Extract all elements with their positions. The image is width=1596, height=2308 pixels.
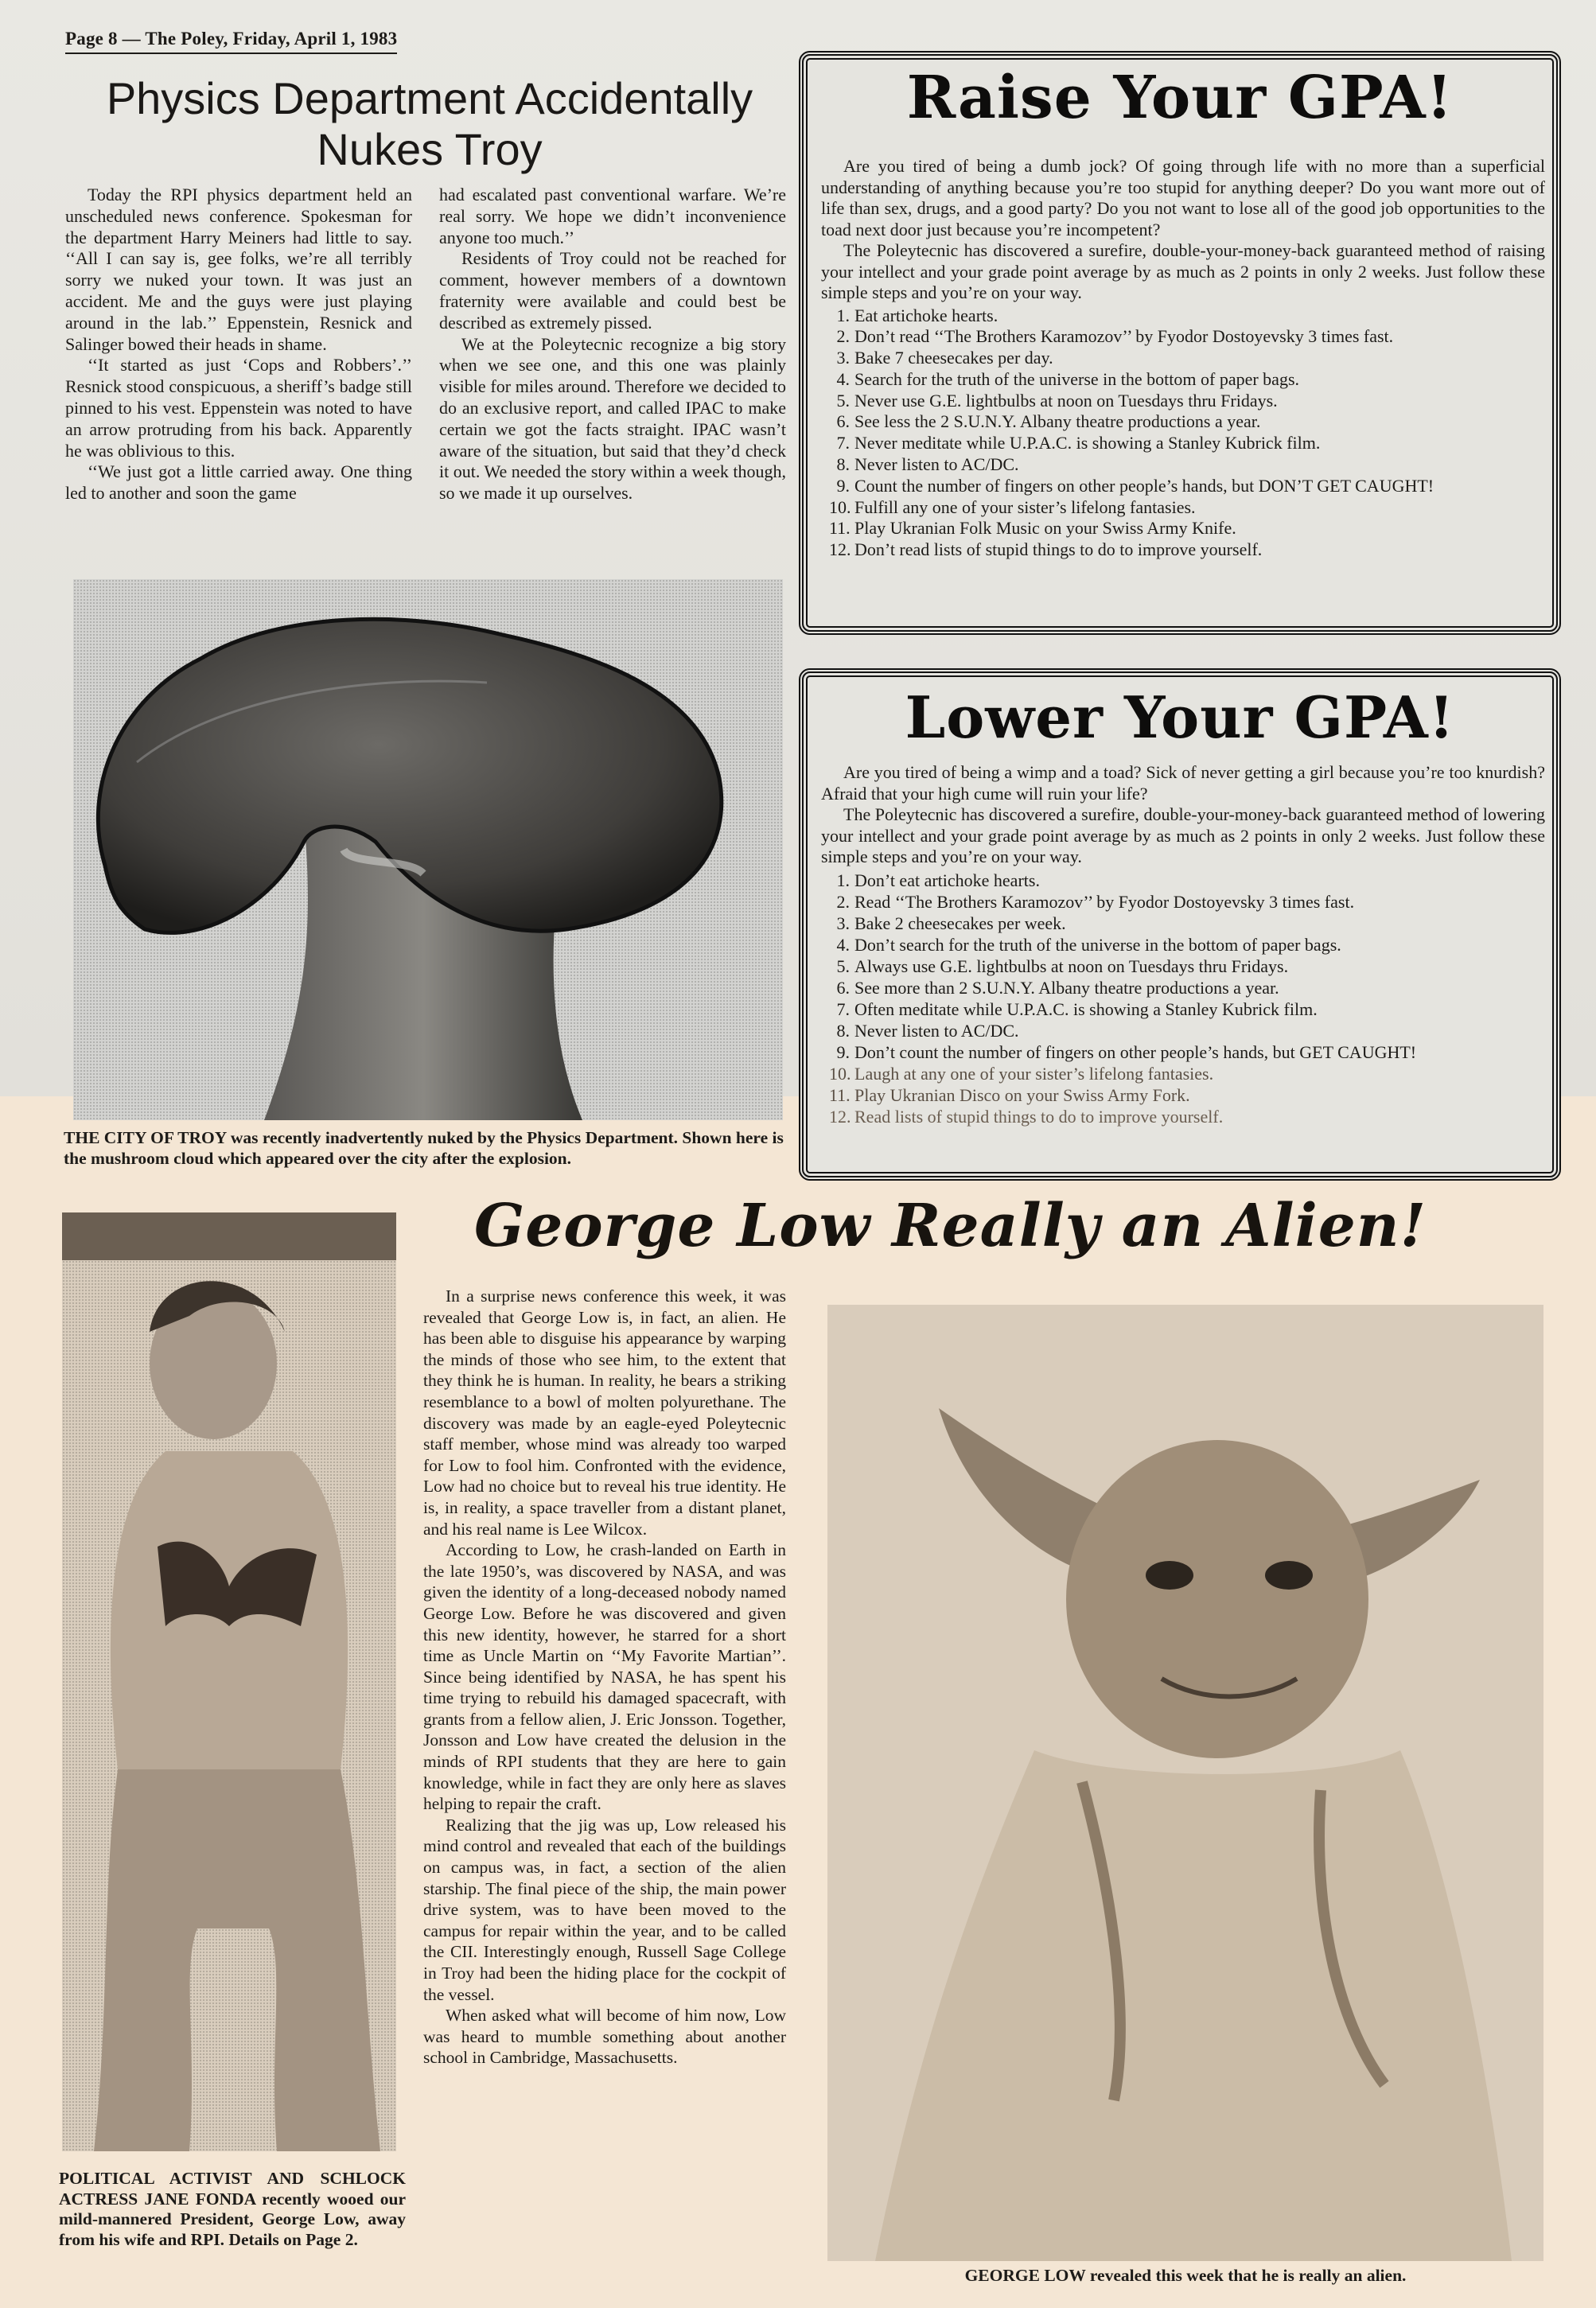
raise-gpa-para: Are you tired of being a dumb jock? Of going through life with no more than a superficial understanding of anything because you’re too stupid for anything deeper? Do you want more out of life than sex, drugs, and a good party? Do you not want to lose all of the good job opportunities to the toad next door just because you’re incompetent? bbox=[821, 156, 1545, 239]
list-item: 10. Laugh at any one of your sister’s lifelong fantasies. bbox=[829, 1063, 1214, 1084]
nuke-paragraph: had escalated past conventional warfare. We’re real sorry. We hope we didn’t inconvenience anyone too much.’’ bbox=[439, 185, 786, 247]
list-item: 11. Play Ukranian Folk Music on your Swiss Army Knife. bbox=[829, 518, 1236, 539]
nuke-caption: THE CITY OF TROY was recently inadvertently nuked by the Physics Department. Shown here is the mushroom cloud which appeared over the city after the explosion. bbox=[64, 1128, 784, 1168]
list-item: 3. Bake 2 cheesecakes per week. bbox=[836, 913, 1066, 933]
list-item: 4. Don’t search for the truth of the universe in the bottom of paper bags. bbox=[836, 934, 1341, 955]
nuke-column-2 bbox=[439, 185, 786, 504]
list-item: 8. Never listen to AC/DC. bbox=[836, 454, 1019, 475]
alien-paragraph: In a surprise news conference this week, it was revealed that George Low is, in fact, an alien. He has been able to disguise his appearance by warping the minds of those who see him, to the extent that they think he is human. In reality, he bears a striking resemblance to a bowl of molten polyurethane. The discovery was made by an eagle-eyed Poleytecnic staff member, whose mind was already too warped for Low to fool him. Confronted with the evidence, Low had no choice but to reveal his true identity. He is, in reality, a space traveller from a distant planet, and his real name is Lee Wilcox. bbox=[423, 1286, 786, 1539]
lower-gpa-para: Are you tired of being a wimp and a toad? Sick of never getting a girl because you’re too knurdish? Afraid that your high cume will ruin your life? bbox=[821, 762, 1545, 804]
list-item: 12. Don’t read lists of stupid things to do to improve yourself. bbox=[829, 539, 1263, 560]
lower-gpa-text bbox=[821, 762, 1545, 868]
fonda-caption: POLITICAL ACTIVIST AND SCHLOCK ACTRESS JANE FONDA recently wooed our mild-mannered President, George Low, away from his wife and RPI. Details on Page 2. bbox=[59, 2169, 406, 2249]
jane-fonda-image bbox=[62, 1212, 396, 2151]
list-item: 12. Read lists of stupid things to do to improve yourself. bbox=[829, 1106, 1224, 1127]
alien-paragraph: According to Low, he crash-landed on Earth in the late 1950’s, was discovered by NASA, and was given the identity of a long-deceased nobody named George Low. Before he was discovered and given this new identity, however, he starred for a short time as Uncle Martin on ‘‘My Favorite Martian’’. Since being identified by NASA, he has spent his time trying to rebuild his damaged spacecraft, with grants from a fellow alien, J. Eric Jonsson. Together, Jonsson and Low have created the delusion in the minds of RPI students that they are here to gain knowledge, while in fact they are only here as slaves helping to repair the craft. bbox=[423, 1540, 786, 1814]
lower-gpa-title: Lower Your GPA! bbox=[905, 683, 1455, 751]
nuke-paragraph: Residents of Troy could not be reached for comment, however members of a downtown fraternity were available and could best be described as extremely pissed. bbox=[439, 248, 786, 333]
list-item: 5. Never use G.E. lightbulbs at noon on Tuesdays thru Fridays. bbox=[836, 390, 1278, 411]
list-item: 2. Don’t read ‘‘The Brothers Karamozov’’ by Fyodor Dostoyevsky 3 times fast. bbox=[836, 326, 1394, 347]
list-item: 7. Never meditate while U.P.A.C. is showing a Stanley Kubrick film. bbox=[836, 433, 1321, 453]
lower-gpa-para: The Poleytecnic has discovered a surefire, double-your-money-back guaranteed method of lowering your intellect and your grade point average by as much as 2 points in only 2 weeks. Just follow these simple steps and you’re on your way. bbox=[821, 804, 1545, 866]
list-item: 9. Don’t count the number of fingers on other people’s hands, but GET CAUGHT! bbox=[836, 1041, 1417, 1062]
nuke-headline-line1: Physics Department Accidentally bbox=[106, 73, 753, 123]
alien-paragraph: When asked what will become of him now, Low was heard to mumble something about another school in Cambridge, Massachusetts. bbox=[423, 2006, 786, 2068]
running-head: Page 8 — The Poley, Friday, April 1, 1983 bbox=[65, 29, 397, 54]
alien-article bbox=[423, 1286, 786, 2069]
list-item: 7. Often meditate while U.P.A.C. is showing a Stanley Kubrick film. bbox=[836, 998, 1318, 1019]
list-item: 2. Read ‘‘The Brothers Karamozov’’ by Fyodor Dostoyevsky 3 times fast. bbox=[836, 891, 1355, 912]
raise-gpa-para: The Poleytecnic has discovered a surefire, double-your-money-back guaranteed method of raising your intellect and your grade point average by as much as 2 points in only 2 weeks. Just follow these simple steps and you’re on your way. bbox=[821, 240, 1545, 302]
nuke-headline bbox=[64, 73, 796, 175]
yoda-caption: GEORGE LOW revealed this week that he is really an alien. bbox=[964, 2266, 1407, 2285]
yoda-image bbox=[827, 1305, 1543, 2261]
alien-headline: George Low Really an Alien! bbox=[474, 1192, 1427, 1260]
list-item: 6. See less the 2 S.U.N.Y. Albany theatre productions a year. bbox=[836, 411, 1261, 432]
nuke-paragraph: ‘‘It started as just ‘Cops and Robbers’.’’ Resnick stood conspicuous, a sheriff’s badge still pinned to his vest. Eppenstein was noted to have an arrow protruding from his back. Apparently he was oblivious to this. bbox=[65, 355, 412, 461]
list-item: 5. Always use G.E. lightbulbs at noon on Tuesdays thru Fridays. bbox=[836, 956, 1289, 976]
list-item: 11. Play Ukranian Disco on your Swiss Army Fork. bbox=[829, 1084, 1190, 1105]
mushroom-cloud-image bbox=[73, 579, 783, 1120]
list-item: 3. Bake 7 cheesecakes per day. bbox=[836, 348, 1053, 368]
list-item: 6. See more than 2 S.U.N.Y. Albany theatre productions a year. bbox=[836, 977, 1279, 998]
lower-gpa-box bbox=[799, 668, 1561, 1181]
list-item: 1. Don’t eat artichoke hearts. bbox=[836, 870, 1040, 890]
list-item: 1. Eat artichoke hearts. bbox=[836, 305, 998, 325]
nuke-paragraph: ‘‘We just got a little carried away. One thing led to another and soon the game bbox=[65, 461, 412, 504]
nuke-paragraph: Today the RPI physics department held an unscheduled news conference. Spokesman for the department Harry Meiners had little to say. ‘‘All I can say is, gee folks, we’re all terribly sorry we nuked your town. It was just an accident. Me and the guys were just playing around in the lab.’’ Eppenstein, Resnick and Salinger bowed their heads in shame. bbox=[65, 185, 412, 354]
raise-gpa-text bbox=[821, 156, 1545, 304]
mushroom-cloud-photo bbox=[73, 579, 783, 1120]
alien-paragraph: Realizing that the jig was up, Low released his mind control and revealed that each of the buildings on campus was, in fact, a section of the alien starship. The final piece of the ship, the main power drive system, was to have been moved to the campus for repair within the year, and to be called the CII. Interestingly enough, Russell Sage College in Troy had been the hiding place for the cockpit of the vessel. bbox=[423, 1815, 786, 2004]
nuke-headline-line2: Nukes Troy bbox=[317, 124, 543, 174]
list-item: 9. Count the number of fingers on other people’s hands, but DON’T GET CAUGHT! bbox=[836, 475, 1434, 496]
raise-gpa-box bbox=[799, 51, 1561, 635]
nuke-column-1 bbox=[65, 185, 412, 504]
lower-gpa-list bbox=[821, 870, 1545, 1127]
list-item: 8. Never listen to AC/DC. bbox=[836, 1020, 1019, 1041]
raise-gpa-list bbox=[821, 306, 1545, 562]
list-item: 4. Search for the truth of the universe in the bottom of paper bags. bbox=[836, 368, 1300, 389]
george-low-alien-photo bbox=[827, 1305, 1543, 2261]
nuke-paragraph: We at the Poleytecnic recognize a big story when we see one, and this one was plainly visible for miles around. Therefore we decided to do an exclusive report, and called IPAC to make certain we got the facts straight. IPAC wasn’t aware of the situation, but said that they’d check it out. We needed the story within a week though, so we made it up ourselves. bbox=[439, 333, 786, 504]
raise-gpa-title: Raise Your GPA! bbox=[906, 64, 1454, 132]
jane-fonda-photo bbox=[62, 1212, 396, 2151]
list-item: 10. Fulfill any one of your sister’s lifelong fantasies. bbox=[829, 496, 1196, 517]
